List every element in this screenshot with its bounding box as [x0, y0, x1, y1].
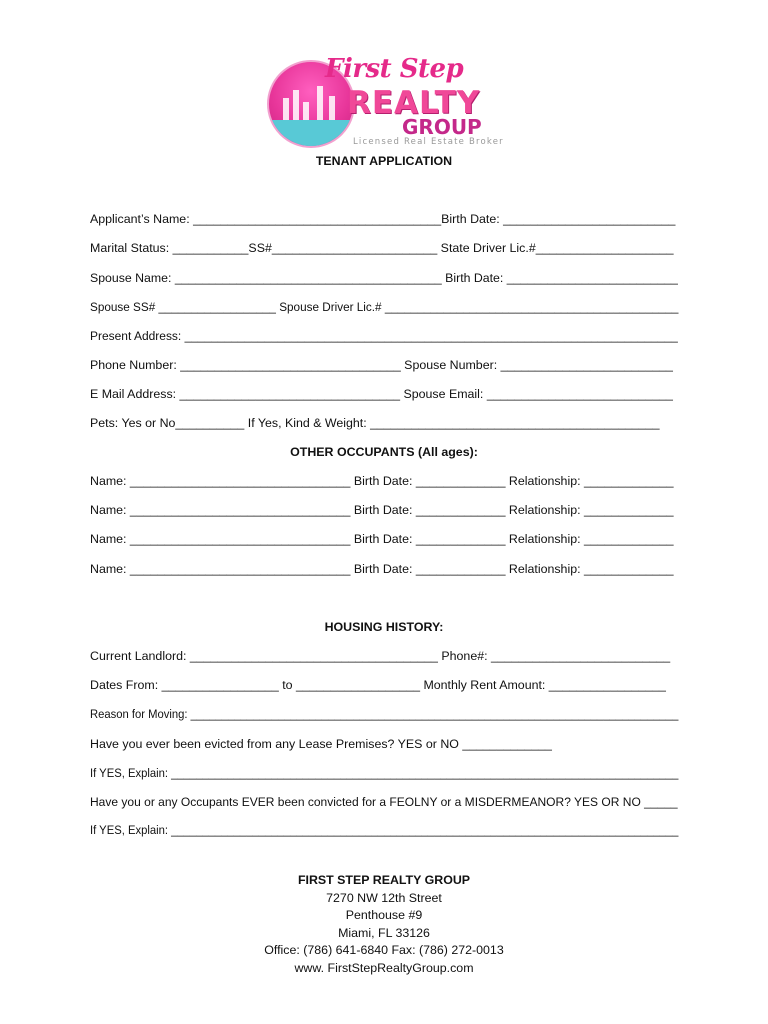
logo-building	[329, 96, 335, 120]
applicant-name-row[interactable]: Applicant’s Name: ____________________________________Birth Date: _________________________	[90, 212, 676, 226]
logo-building	[317, 86, 323, 120]
logo-tagline: Licensed Real Estate Broker	[353, 137, 504, 147]
marital-status-row[interactable]: Marital Status: ___________SS#________________________ State Driver Lic.#____________________	[90, 241, 674, 255]
pets-row[interactable]: Pets: Yes or No__________ If Yes, Kind & Weight: __________________________________________	[90, 416, 660, 430]
footer-company-name: FIRST STEP REALTY GROUP	[297, 873, 471, 887]
occupant-row[interactable]: Name: ________________________________ Birth Date: _____________ Relationship: _____________	[90, 474, 674, 488]
evicted-question-row[interactable]: Have you ever been evicted from any Lease Premises? YES or NO _____________	[90, 737, 552, 751]
spouse-ss-row[interactable]: Spouse SS# __________________ Spouse Driver Lic.# _____________________________________________	[90, 300, 679, 314]
logo-building	[293, 90, 299, 120]
occupant-row[interactable]: Name: ________________________________ Birth Date: _____________ Relationship: _____________	[90, 532, 674, 546]
logo-building	[283, 98, 289, 120]
email-address-row[interactable]: E Mail Address: ________________________________ Spouse Email: ___________________________	[90, 387, 673, 401]
dates-rent-row[interactable]: Dates From: _________________ to __________________ Monthly Rent Amount: _________________	[90, 678, 666, 692]
footer-unit: Penthouse #9	[345, 908, 423, 922]
logo-main-text: REALTY	[347, 85, 481, 121]
form-title: TENANT APPLICATION	[315, 154, 453, 168]
convicted-explain-row[interactable]: If YES, Explain: _________________________________________________________________________________	[90, 823, 679, 837]
present-address-row[interactable]: Present Address: __________________________________________________________________________	[90, 329, 678, 343]
occupant-row[interactable]: Name: ________________________________ Birth Date: _____________ Relationship: _____________	[90, 562, 674, 576]
convicted-question-row[interactable]: Have you or any Occupants EVER been convicted for a FEOLNY or a MISDERMEANOR? YES OR NO _____	[90, 795, 678, 809]
occupants-heading: OTHER OCCUPANTS (All ages):	[290, 445, 478, 459]
housing-heading: HOUSING HISTORY:	[324, 620, 444, 634]
phone-number-row[interactable]: Phone Number: ________________________________ Spouse Number: _________________________	[90, 358, 673, 372]
evicted-explain-row[interactable]: If YES, Explain: _________________________________________________________________________________	[90, 766, 679, 780]
logo-script-text: First Step	[325, 54, 464, 84]
logo-sub-text: GROUP	[402, 115, 482, 139]
occupant-row[interactable]: Name: ________________________________ Birth Date: _____________ Relationship: _____________	[90, 503, 674, 517]
current-landlord-row[interactable]: Current Landlord: ____________________________________ Phone#: __________________________	[90, 649, 671, 663]
company-footer	[0, 872, 768, 977]
company-logo	[267, 54, 507, 152]
logo-water	[269, 120, 353, 146]
spouse-name-row[interactable]: Spouse Name: _______________________________________ Birth Date: _________________________	[90, 271, 678, 285]
footer-street: 7270 NW 12th Street	[326, 890, 442, 905]
footer-city: Miami, FL 33126	[338, 925, 430, 940]
reason-moving-row[interactable]: Reason for Moving: ______________________________________________________________________________	[90, 707, 679, 721]
footer-website[interactable]: www. FirstStepRealtyGroup.com	[294, 960, 474, 975]
logo-building	[303, 102, 309, 120]
footer-phone: Office: (786) 641-6840 Fax: (786) 272-0013	[264, 943, 504, 957]
